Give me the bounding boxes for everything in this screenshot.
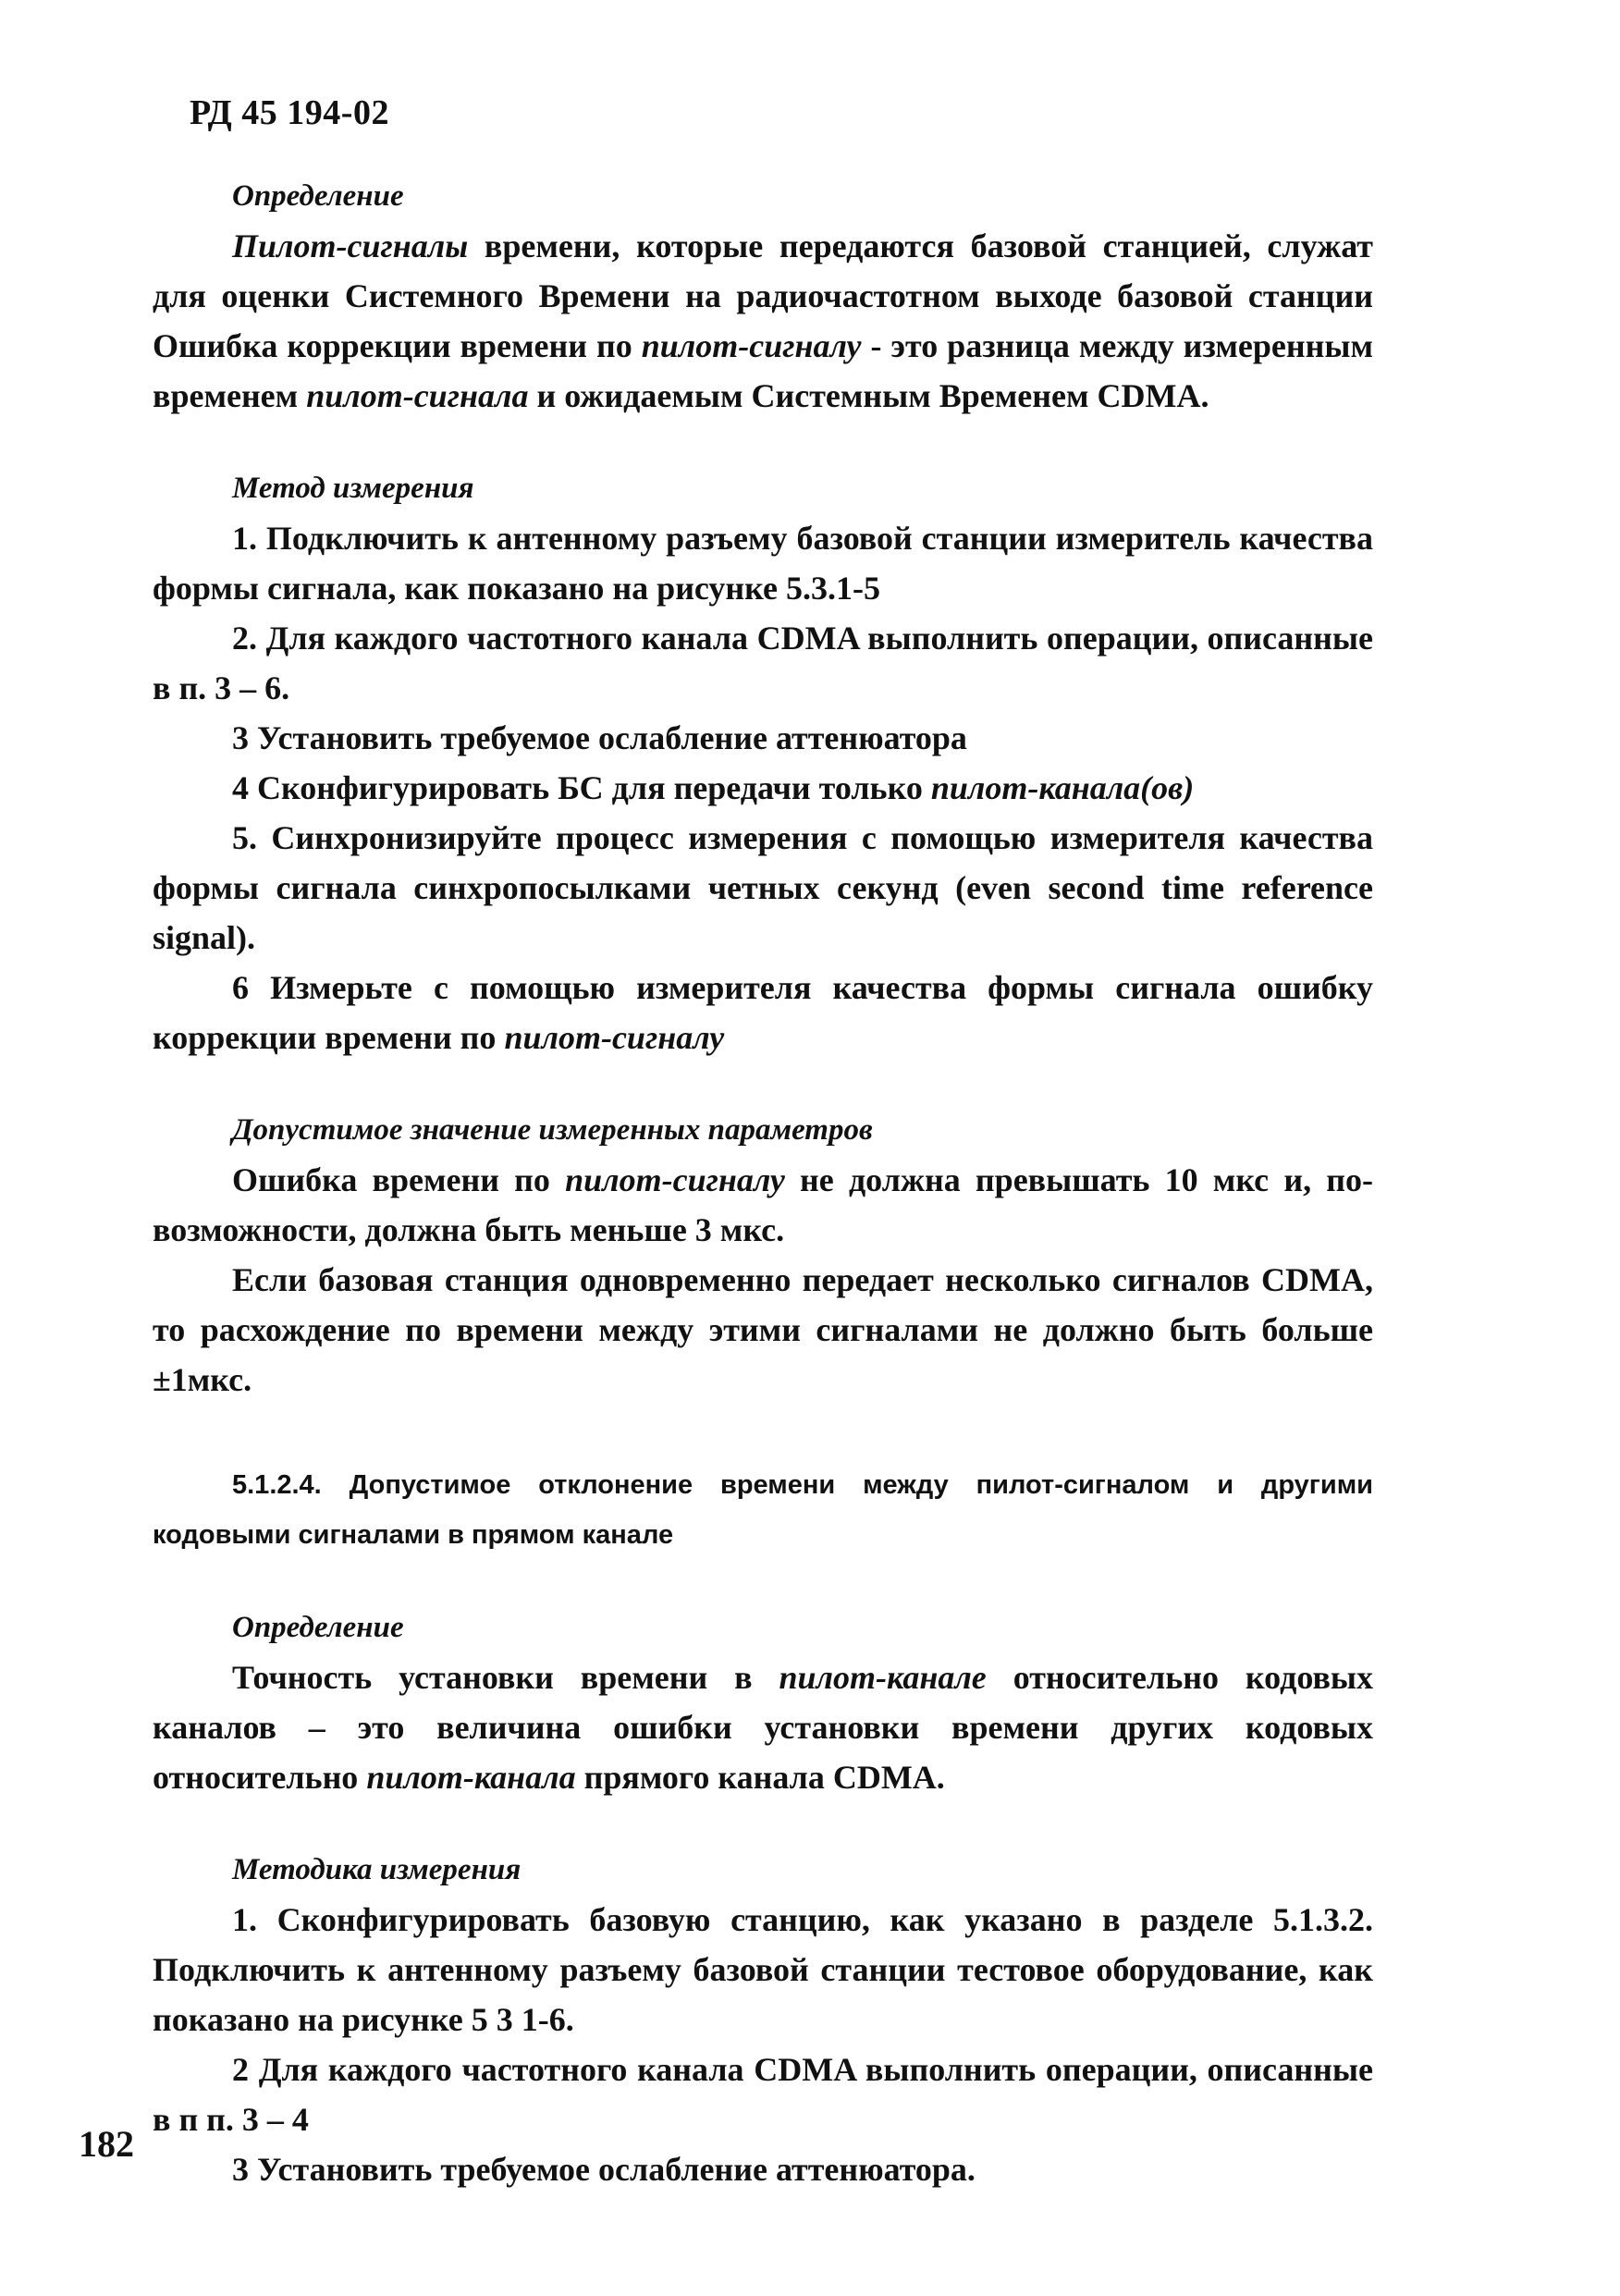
method-step-4 (153, 763, 1373, 813)
term-pilot-signal: пилот-сигналу (641, 327, 862, 364)
text-run: не должна превышать 10 мкс и, по-возможности, должна быть меньше 3 мкс. (153, 1161, 1373, 1248)
method-step-1: 1. Подключить к антенному разъему базовой станции измеритель качества формы сигнала, как показано на рисунке 5.3.1-5 (153, 520, 1373, 607)
procedure-step-2: 2 Для каждого частотного канала CDMA выполнить операции, описанные в п п. 3 – 4 (153, 2051, 1373, 2138)
section-heading: 5.1.2.4. Допустимое отклонение времени между пилот-сигналом и другими кодовыми сигналами в прямом канале (153, 1470, 1373, 1550)
page-content (153, 171, 1373, 2194)
acceptable-paragraph-1 (153, 1155, 1373, 1255)
text-run: Ошибка времени по (232, 1161, 566, 1198)
definition-paragraph-2 (153, 1652, 1373, 1802)
subheading-definition-2: Определение (232, 1611, 404, 1644)
term-pilot-signal: пилот-сигналу (565, 1161, 785, 1198)
term-pilot-signal-gen: пилот-сигнала (306, 377, 529, 414)
method-step-3: 3 Установить требуемое ослабление аттенюатора (232, 719, 967, 756)
text-run: 4 Сконфигурировать БС для передачи только (232, 769, 931, 806)
page-number: 182 (79, 2123, 134, 2165)
term-pilot-channel: пилот-канале (779, 1659, 987, 1696)
procedure-step-3: 3 Установить требуемое ослабление аттенюатора. (232, 2151, 976, 2188)
text-run: времени, которые передаются базовой станцией, служат для оценки Системного Времени на радиочастотном выходе базовой станции Ошибка коррекции времени по (153, 227, 1373, 364)
procedure-step-1: 1. Сконфигурировать базовую станцию, как указано в разделе 5.1.3.2. Подключить к антенному разъему базовой станции тестовое оборудование, как показано на рисунке 5 3 1-6. (153, 1901, 1373, 2038)
subheading-definition: Определение (232, 179, 404, 213)
method-step-2: 2. Для каждого частотного канала CDMA выполнить операции, описанные в п. 3 – 6. (153, 620, 1373, 706)
subheading-acceptable-values: Допустимое значение измеренных параметров (232, 1113, 873, 1147)
document-header: РД 45 194-02 (190, 93, 389, 132)
acceptable-paragraph-2: Если базовая станция одновременно передает несколько сигналов CDMA, то расхождение по времени между этими сигналами не должно быть больше ±1мкс. (153, 1261, 1373, 1398)
term-pilot-channels: пилот-канала(ов) (930, 769, 1195, 806)
text-run: - это разница между измеренным временем (153, 327, 1373, 414)
text-run: 6 Измерьте с помощью измерителя качества формы сигнала ошибку коррекции времени по (153, 969, 1373, 1056)
method-step-6 (153, 963, 1373, 1062)
subheading-method: Метод измерения (232, 472, 474, 505)
text-run: Точность установки времени в (232, 1659, 779, 1696)
term-pilot-channel-gen: пилот-канала (366, 1759, 576, 1796)
method-step-5: 5. Синхронизируйте процесс измерения с помощью измерителя качества формы сигнала синхропосылками четных секунд (even second time reference signal). (153, 819, 1373, 956)
text-run: относительно кодовых каналов – это величина ошибки установки времени других кодовых относительно (153, 1659, 1374, 1796)
subheading-procedure: Методика измерения (232, 1853, 522, 1886)
definition-paragraph (153, 221, 1373, 421)
term-pilot-signals: Пилот-сигналы (232, 227, 469, 264)
term-pilot-signal: пилот-сигналу (504, 1019, 725, 1056)
text-run: и ожидаемым Системным Временем CDMA. (528, 377, 1209, 414)
text-run: прямого канала CDMA. (575, 1759, 945, 1796)
